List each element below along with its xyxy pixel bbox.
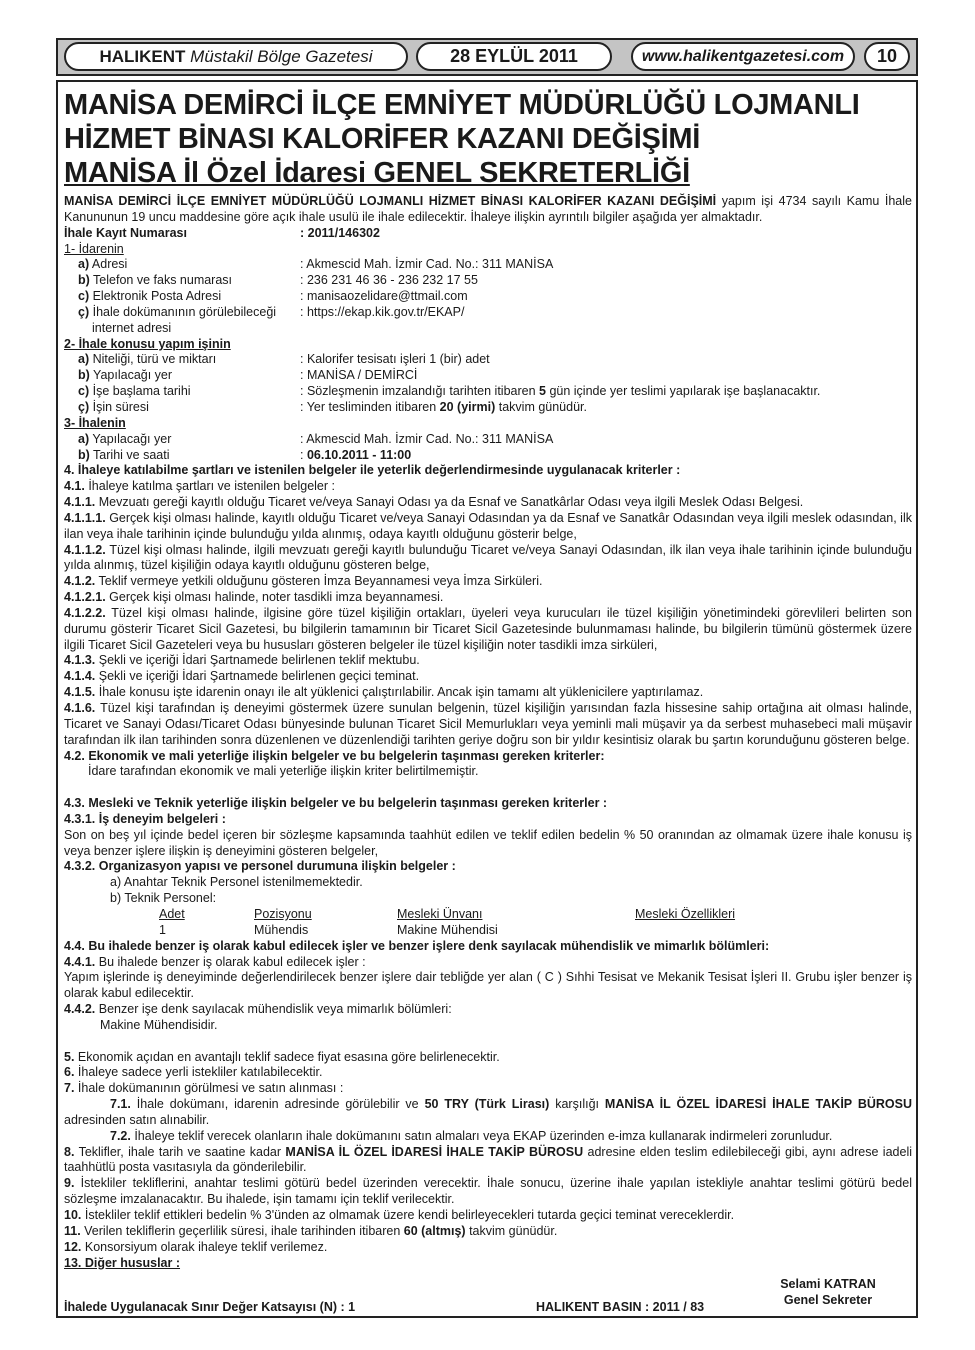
clause-4-1-2-2: 4.1.2.2. Tüzel kişi olması halinde, ilgisine göre tüzel kişiliğin ortakları, üyeleri veya kurucuları ile tüzel kişiliğin yönetimindeki görevlileri belirten son durumu gösterir Ticaret Sicil Gazetesi, bu bilgilerin tamamının bir Ticaret Sicil Gazetesinde bulunmaması halinde, bu bilgilerin tümünü göstermek üzere ilgili Ticaret Sicil Gazeteleri veya bu hususları gösteren belgeler ile tüzel kişiliğin noter tasdikli imza sirküleri, [64, 605, 912, 652]
website-link[interactable]: www.halikentgazetesi.com [631, 42, 855, 71]
page-number: 10 [864, 42, 910, 71]
cell-title: Makine Mühendisi [397, 922, 498, 937]
signatory-title: Genel Sekreter [783, 1293, 873, 1307]
clause-7-1: 7.1. İhale dokümanı, idarenin adresinde görülebilir ve 50 TRY (Türk Lirası) karşılığı MANİSA İL ÖZEL İDARESİ İHALE TAKİP BÜROSU adresinden satın alınabilir. [64, 1097, 912, 1127]
clause-9: 9. İstekliler tekliflerini, anahtar teslimi götürü bedel üzerinden verecektir. İhale sonucu, üzerine ihale yapılan istekliyle anahtar teslimi götürü bedel sözleşme imzalanacaktır. Bu ihalede, işin tamamı için teklif verilecektir. [64, 1176, 912, 1207]
admin-phone-fax: b) Telefon ve faks numarası : 236 231 46 36 - 236 232 17 55 [78, 273, 478, 288]
clause-4-3-2-b: b) Teknik Personel: [110, 891, 217, 906]
clause-4-1: 4.1. İhaleye katılma şartları ve istenilen belgeler : [64, 479, 335, 494]
cell-position: Mühendis [254, 922, 309, 937]
registration-number: İhale Kayıt Numarası : 2011/146302 [64, 225, 380, 240]
work-location: b) Yapılacağı yer : MANİSA / DEMİRCİ [78, 368, 418, 383]
clause-5: 5. Ekonomik açıdan en avantajlı teklif sadece fiyat esasına göre belirlenecektir. [64, 1049, 500, 1064]
clause-4-2-heading: 4.2. Ekonomik ve mali yeterliğe ilişkin belgeler ve bu belgelerin taşınması gereken kriterler: [64, 748, 605, 763]
section-4-heading: 4. İhaleye katılabilme şartları ve istenilen belgeler ile yeterlik değerlendirmesinde uygulanacak kriterler : [64, 463, 681, 478]
issue-date: 28 EYLÜL 2011 [416, 42, 612, 71]
admin-document-url: ç) İhale dokümanının görülebileceği : https://ekap.kik.gov.tr/EKAP/ [78, 304, 465, 319]
personnel-table-row [64, 923, 912, 939]
col-title-header: Mesleki Ünvanı [397, 906, 483, 921]
admin-document-url-label-cont: internet adresi [92, 320, 172, 335]
admin-email: c) Elektronik Posta Adresi : manisaozelidare@ttmail.com [78, 289, 468, 304]
intro-paragraph: MANİSA DEMİRCİ İLÇE EMNİYET MÜDÜRLÜĞÜ LOJMANLI HİZMET BİNASI KALORİFER KAZANI DEĞİŞİMİ yapım işi 4734 sayılı Kamu İhale Kanununun 19 uncu maddesine göre açık ihale usulü ile ihale edilecektir. İhaleye ilişkin ayrıntılı bilgiler aşağıda yer almaktadır. [64, 194, 912, 224]
clause-4-4-1-body: Yapım işlerinde iş deneyiminde değerlendirilecek benzer işlere dair tebliğde yer alan ( C ) Sıhhi Tesisat ve Mekanik Tesisat İşleri II. Grubu işler benzer iş olarak kabul edilecektir. [64, 970, 912, 1001]
cell-count: 1 [159, 922, 166, 937]
clause-4-3-heading: 4.3. Mesleki ve Teknik yeterliğe ilişkin belgeler ve bu belgelerin taşınması gereken kriterler : [64, 796, 608, 811]
clause-4-4-1: 4.4.1. Bu ihalede benzer iş olarak kabul edilecek işler : [64, 954, 366, 969]
clause-13-title: 13. Diğer hususlar : [64, 1255, 181, 1270]
tender-datetime: b) Tarihi ve saati : 06.10.2011 - 11:00 [78, 447, 412, 462]
spacer [64, 1034, 912, 1050]
spacer [64, 780, 912, 796]
clause-12: 12. Konsorsiyum olarak ihaleye teklif verilemez. [64, 1239, 328, 1254]
newspaper-name: HALIKENT Müstakil Bölge Gazetesi [64, 42, 408, 71]
clause-4-1-5: 4.1.5. İhale konusu işte idarenin onayı ile alt yüklenici çalıştırılabilir. Ancak işin tamamı alt yüklenicilere yaptırılamaz. [64, 685, 704, 700]
title-line-2: HİZMET BİNASI KALORİFER KAZANI DEĞİŞİMİ [64, 123, 700, 155]
clause-4-1-1-1: 4.1.1.1. Gerçek kişi olması halinde, kayıtlı olduğu Ticaret ve/veya Sanayi Odasından ya da Esnaf ve Sanatkâr Odasından veya ilgili meslek odasından, ilk ilan veya ihale tarihinin içinde bulunduğu yılda alınmış, odaya kayıtlı olduğunu gösterir belge, [64, 510, 912, 541]
clause-4-3-2-a: a) Anahtar Teknik Personel istenilmemektedir. [110, 875, 363, 890]
work-duration: ç) İşin süresi : Yer tesliminden itibaren 20 (yirmi) takvim günüdür. [78, 399, 587, 414]
title-line-3: MANİSA İl Özel İdaresi GENEL SEKRETERLİĞİ [64, 157, 690, 189]
clause-4-4-2: 4.4.2. Benzer işe denk sayılacak mühendislik veya mimarlık bölümleri: [64, 1002, 452, 1017]
admin-address: a) Adresi : Akmescid Mah. İzmir Cad. No.: 311 MANİSA [78, 257, 554, 272]
threshold-coefficient: İhalede Uygulanacak Sınır Değer Katsayısı (N) : 1 [64, 1300, 356, 1314]
clause-4-1-1-2: 4.1.1.2. Tüzel kişi olması halinde, ilgili mevzuatı gereği kayıtlı bulunduğu Ticaret ve/veya Sanayi Odasından, ilk ilan veya ihale tarihinin içinde bulunduğu yılda alınmış, tüzel kişiliğin odaya kayıtlı olduğunu gösteren belge, [64, 542, 912, 573]
footer [64, 1299, 912, 1315]
clause-4-1-1: 4.1.1. Mevzuatı gereği kayıtlı olduğu Ticaret ve/veya Sanayi Odası ya da Esnaf ve Sanatkârlar Odası veya ilgili Meslek Odası Belgesi. [64, 495, 804, 510]
clause-7: 7. İhale dokümanının görülmesi ve satın alınması : [64, 1081, 344, 1096]
clause-4-1-2-1: 4.1.2.1. Gerçek kişi olması halinde, noter tasdikli imza beyannamesi. [64, 590, 444, 605]
clause-4-1-4: 4.1.4. Şekli ve içeriği İdari Şartnamede belirlenen geçici teminat. [64, 669, 420, 684]
clause-11: 11. Verilen tekliflerin geçerlilik süresi, ihale tarihinden itibaren 60 (altmış) takvim günüdür. [64, 1223, 558, 1238]
clause-4-3-1-heading: 4.3.1. İş deneyim belgeleri : [64, 811, 226, 826]
clause-4-3-2-heading: 4.3.2. Organizasyon yapısı ve personel durumuna ilişkin belgeler : [64, 859, 456, 874]
work-nature: a) Niteliği, türü ve miktarı : Kalorifer tesisatı işleri 1 (bir) adet [78, 352, 490, 367]
clause-6: 6. İhaleye sadece yerli istekliler katılabilecektir. [64, 1065, 323, 1080]
col-qualifications-header: Mesleki Özellikleri [635, 906, 736, 921]
cell-qualifications [635, 923, 835, 939]
title-line-1: MANİSA DEMİRCİ İLÇE EMNİYET MÜDÜRLÜĞÜ LOJMANLI [64, 89, 860, 121]
col-position-header: Pozisyonu [254, 906, 312, 921]
clause-4-2-text: İdare tarafından ekonomik ve mali yeterliğe ilişkin kriter belirtilmemiştir. [88, 764, 479, 779]
section-1-title: 1- İdarenin [64, 241, 124, 256]
press-reference: HALIKENT BASIN : 2011 / 83 [536, 1300, 705, 1314]
clause-4-4-2-body: Makine Mühendisidir. [100, 1017, 218, 1032]
clause-4-4-heading: 4.4. Bu ihalede benzer iş olarak kabul edilecek işler ve benzer işlere denk sayılacak mühendislik ve mimarlık bölümleri: [64, 938, 770, 953]
announcement-body [64, 194, 912, 1271]
clause-7-2: 7.2. İhaleye teklif verecek olanların ihale dokümanını satın almaları veya EKAP üzerinden e-imza kullanarak indirmeleri zorunludur. [110, 1128, 833, 1143]
work-start-date: c) İşe başlama tarihi : Sözleşmenin imzalandığı tarihten itibaren 5 gün içinde yer teslimi yapılarak işe başlanacaktır. [78, 384, 821, 399]
section-2-title: 2- İhale konusu yapım işinin [64, 336, 231, 351]
announcement [64, 88, 912, 1271]
signatory-name: Selami KATRAN [780, 1277, 876, 1291]
clause-8: 8. Teklifler, ihale tarih ve saatine kadar MANİSA İL ÖZEL İDARESİ İHALE TAKİP BÜROSU adresine elden teslim edilebileceği gibi, aynı adrese iadeli taahhütlü posta vasıtasıyla da gönderilebilir. [64, 1144, 912, 1175]
clause-4-1-6: 4.1.6. Tüzel kişi tarafından iş deneyimi göstermek üzere sunulan belgenin, tüzel kişiliğin yarısından fazla hissesine sahip ortağına ait olması halinde, Ticaret ve Sanayi Odası/Ticaret Odası bünyesinde bulunan Ticaret Sicil Memurlukları veya yeminli mali müşavir ya da serbest muhasebeci mali müşavir tarafından ilk ilan tarihinden sonra düzenlenen ve düzenlendiği tarihten geriye doğru son bir yıldır kesintisiz olarak bu şartın korunduğunu gösteren belge. [64, 701, 912, 747]
clause-4-3-1-text: Son on beş yıl içinde bedel içeren bir sözleşme kapsamında taahhüt edilen ve teklif edilen bedelin % 50 oranından az olmamak üzere ihale konusu iş veya benzer işlere ilişkin iş deneyimini gösteren belgeler, [64, 827, 912, 858]
personnel-table-header [64, 907, 912, 923]
section-3-title: 3- İhalenin [64, 415, 126, 430]
tender-location: a) Yapılacağı yer : Akmescid Mah. İzmir Cad. No.: 311 MANİSA [78, 431, 554, 446]
clause-4-1-3: 4.1.3. Şekli ve içeriği İdari Şartnamede belirlenen teklif mektubu. [64, 653, 420, 668]
clause-4-1-2: 4.1.2. Teklif vermeye yetkili olduğunu gösteren İmza Beyannamesi veya İmza Sirküleri. [64, 574, 543, 589]
clause-10: 10. İstekliler teklif ettikleri bedelin % 3'ünden az olmamak üzere kendi belirleyecekleri tutarda geçici teminat vereceklerdir. [64, 1208, 735, 1222]
col-count-header: Adet [159, 906, 185, 921]
